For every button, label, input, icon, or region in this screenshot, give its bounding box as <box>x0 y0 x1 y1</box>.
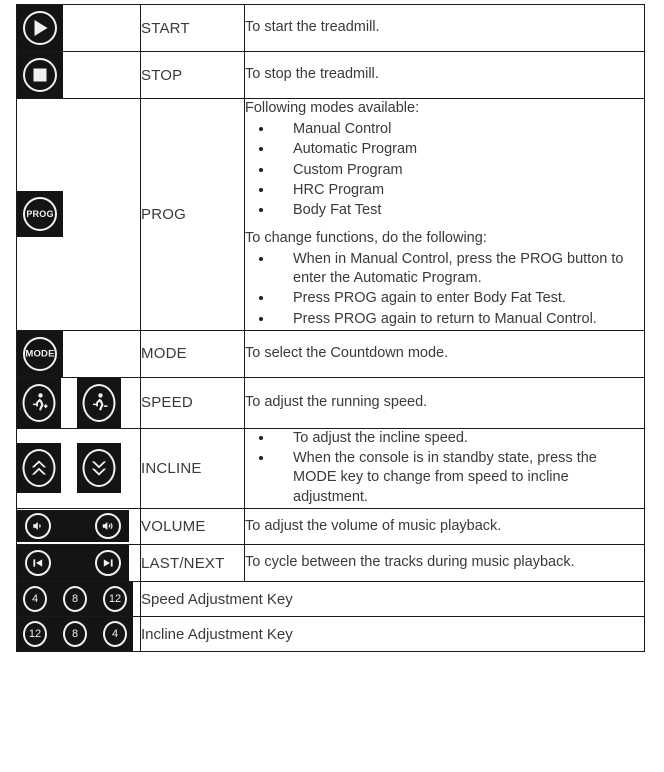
icon-cell-volume <box>17 508 141 544</box>
mode-icon-label: MODE <box>25 348 55 360</box>
incline-adjustment-key-bar <box>17 617 133 651</box>
list-item: Body Fat Test <box>245 201 644 220</box>
list-item: Automatic Program <box>245 140 644 159</box>
icon-cell-incline-adjustment <box>17 617 141 652</box>
key-name-mode: MODE <box>141 330 245 377</box>
icon-cell-prog <box>17 99 141 331</box>
icon-cell-lastnext <box>17 545 141 582</box>
incline-adjustment-label: Incline Adjustment Key <box>141 617 645 652</box>
prog-modes-list <box>245 120 644 220</box>
speaker-plus-glyph <box>100 518 116 534</box>
incline-down-chevron-icon <box>77 443 121 493</box>
key-name-stop: STOP <box>141 52 245 99</box>
list-item: To adjust the incline speed. <box>245 429 644 448</box>
prev-track-glyph <box>30 555 46 571</box>
key-desc-start: To start the treadmill. <box>245 5 645 52</box>
play-button-icon <box>17 5 63 51</box>
key-desc-stop: To stop the treadmill. <box>245 52 645 99</box>
prog-steps-lead: To change functions, do the following: <box>245 229 487 246</box>
key-name-speed: SPEED <box>141 377 245 428</box>
double-chevron-down-glyph <box>87 456 111 480</box>
key-name-start: START <box>141 5 245 52</box>
prog-modes-lead: Following modes available: <box>245 100 420 116</box>
key-desc-incline <box>245 428 645 508</box>
next-track-icon <box>95 550 121 576</box>
incline-bullets <box>245 429 644 507</box>
number-key-icon: 4 <box>23 586 47 612</box>
key-desc-speed: To adjust the running speed. <box>245 377 645 428</box>
key-name-volume: VOLUME <box>141 508 245 544</box>
prog-button-icon <box>17 191 63 237</box>
key-name-incline: INCLINE <box>141 428 245 508</box>
number-key-icon: 8 <box>63 621 87 647</box>
key-name-lastnext: LAST/NEXT <box>141 545 245 582</box>
icon-cell-stop <box>17 52 141 99</box>
runner-minus-glyph <box>86 390 112 416</box>
speed-up-runner-icon <box>17 378 61 428</box>
volume-key-bar <box>17 510 129 542</box>
table-row <box>17 582 645 617</box>
icon-cell-incline <box>17 428 141 508</box>
table-row <box>17 428 645 508</box>
key-desc-volume: To adjust the volume of music playback. <box>245 508 645 544</box>
list-item: HRC Program <box>245 181 644 200</box>
table-row <box>17 508 645 544</box>
table-row <box>17 52 645 99</box>
previous-track-icon <box>25 550 51 576</box>
prog-steps-list <box>245 250 644 329</box>
table-row <box>17 5 645 52</box>
stop-button-icon <box>17 52 63 98</box>
icon-cell-speed-adjustment <box>17 582 141 617</box>
speaker-minus-glyph <box>30 518 46 534</box>
double-chevron-up-glyph <box>27 456 51 480</box>
number-key-icon: 12 <box>103 586 127 612</box>
runner-plus-glyph <box>26 390 52 416</box>
icon-cell-mode <box>17 330 141 377</box>
track-key-bar <box>17 545 129 581</box>
list-item: Press PROG again to enter Body Fat Test. <box>245 289 644 308</box>
key-name-prog: PROG <box>141 99 245 331</box>
icon-cell-start <box>17 5 141 52</box>
speed-adjustment-key-bar <box>17 582 133 616</box>
table-row <box>17 377 645 428</box>
speed-down-runner-icon <box>77 378 121 428</box>
mode-button-icon <box>17 331 63 377</box>
list-item: When the console is in standby state, press the MODE key to change from speed to incline adjustment. <box>245 449 644 507</box>
table-row <box>17 99 645 331</box>
key-desc-mode: To select the Countdown mode. <box>245 330 645 377</box>
table-row <box>17 330 645 377</box>
key-desc-lastnext: To cycle between the tracks during music playback. <box>245 545 645 582</box>
list-item: Custom Program <box>245 161 644 180</box>
key-desc-prog <box>245 99 645 331</box>
number-key-icon: 4 <box>103 621 127 647</box>
console-keys-table <box>16 4 645 652</box>
volume-down-icon <box>25 513 51 539</box>
table-row <box>17 545 645 582</box>
list-item: Manual Control <box>245 120 644 139</box>
speed-adjustment-label: Speed Adjustment Key <box>141 582 645 617</box>
volume-up-icon <box>95 513 121 539</box>
number-key-icon: 8 <box>63 586 87 612</box>
list-item: Press PROG again to return to Manual Control. <box>245 310 644 329</box>
next-track-glyph <box>100 555 116 571</box>
list-item: When in Manual Control, press the PROG button to enter the Automatic Program. <box>245 250 644 289</box>
incline-up-chevron-icon <box>17 443 61 493</box>
prog-icon-label: PROG <box>26 209 54 220</box>
number-key-icon: 12 <box>23 621 47 647</box>
table-row <box>17 617 645 652</box>
icon-cell-speed <box>17 377 141 428</box>
